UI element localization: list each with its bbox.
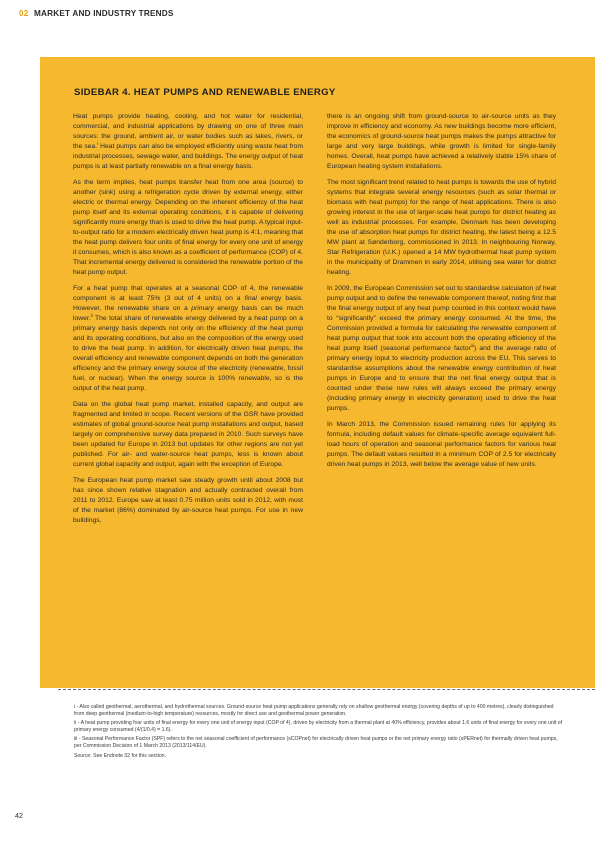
footnote: Source: See Endnote 32 for this section. bbox=[74, 752, 167, 759]
paragraph-text: Heat pumps provide heating, cooling, and hot water for residential, commercial, and industrial applications by drawing on one of three main sources: the ground, ambient air, or water bodies such as lakes, rivers, or the sea. bbox=[73, 113, 303, 150]
chapter-title: MARKET AND INDUSTRY TRENDS bbox=[34, 9, 174, 18]
footnotes bbox=[74, 704, 564, 762]
paragraph-text: energy basis. However, the renewable share on a bbox=[73, 295, 303, 312]
paragraph-text: The most significant trend related to heat pumps is towards the use of hybrid systems that integrate several energy resources (such as solar thermal or biomass with heat pumps) for the range of heat applications. There is also growing interest in the use of larger-scale heat pumps for district heating as well as industrial processes. For example, Denmark has been developing the use of absorption heat pumps for district heating, the latest being a 12.5 MW plant at Sønderborg, commissioned in 2013. In neighbouring Norway, Star Refrigeration (U.K.) opened a 14 MW hydrothermal heat pump system in the municipality of Drammen in early 2014, utilising sea water for district heating. bbox=[327, 179, 556, 276]
page-number: 42 bbox=[15, 811, 23, 820]
footnote: iii - Seasonal Performance Factor (SPF) refers to the net seasonal coefficient of performance (sCOPnet) for electrically driven heat pumps or the net primary energy ratio (sPERnet) for thermally driven heat pumps, per Commission Decision of 1 March 2013 (2013/114/EU). bbox=[74, 736, 558, 750]
paragraph bbox=[327, 420, 556, 470]
footnote-ref: ii bbox=[90, 312, 93, 318]
footnote-ref: i bbox=[97, 140, 99, 146]
footnote: ii - A heat pump providing four units of final energy for every one unit of energy input (COP of 4), driven by electricity from a thermal plant at 40% efficiency, provides about 1.6 units of final energy for every one unit of primary energy consumed (4/(1/0.4) = 1.6). bbox=[74, 720, 563, 734]
footnote: i - Also called geothermal, aerothermal, and hydrothermal sources. Ground-source heat pump applications generally rely on shallow geothermal energy (covering depths of up to 400 metres), clearly distinguished from deep geothermal (medium-to-high temperature) resources, mostly for direct use and geothermal power generation. bbox=[74, 704, 554, 717]
sidebar-left-column bbox=[73, 112, 303, 532]
paragraph-text: ) and the average ratio of primary energy input to electricity production across the EU. This serves to standardise assumptions about the renewable energy contribution of heat pumps in Europe and to ensure that the net final energy output that is counted under these new rules will always exceed the primary energy (including primary energy in electricity generation) used to drive the heat pumps. bbox=[327, 345, 556, 412]
paragraph-text: In 2009, the European Commission set out to standardise calculation of heat pump output and to define the renewable component thereof, noting first that the final energy output of any heat pump counted in this context would have to “significantly” exceed the primary energy consumed. At the time, the Commission provided a formula for calculating the renewable component of heat pump output that took into account both the operating efficiency of the heat pump itself (seasonal performance factor bbox=[327, 285, 556, 352]
footnote-ref: iii bbox=[470, 342, 474, 348]
paragraph bbox=[73, 112, 303, 172]
paragraph-text: The total share of renewable energy delivered by a heat pump on a primary energy basis depends not only on the efficiency of the heat pump and its operating conditions, but also on the composition of the energy used to drive the heat pump. In addition, for electrically driven heat pumps, the overall efficiency and renewable component depends on both the generation efficiency and the primary energy source of the electricity (renewable, fossil fuel, or nuclear). When the energy source is 100% renewable, so is the output of the heat pump. bbox=[73, 315, 303, 392]
paragraph-text: energy basis can be much lower. bbox=[73, 305, 303, 322]
paragraph bbox=[327, 112, 556, 172]
paragraph-text: For a heat pump that operates at a seasonal COP of 4, the renewable component is at least 75% (3 out of 4 units) on a bbox=[73, 285, 303, 302]
paragraph-text: Heat pumps can also be employed efficiently using waste heat from industrial processes, sewage water, and buildings. The energy output of heat pumps is at least partially renewable on a final energy basis. bbox=[73, 143, 303, 170]
paragraph bbox=[73, 178, 303, 278]
emphasis-text: primary bbox=[191, 305, 214, 312]
emphasis-text: final bbox=[244, 295, 257, 302]
dashed-divider bbox=[58, 689, 595, 690]
paragraph bbox=[73, 476, 303, 526]
paragraph-text: The European heat pump market saw steady growth until about 2008 but has since shown relative stagnation and actually contracted overall from 2011 to 2012. Europe saw at least 0.75 million units sold in 2012, with most of the market (86%) dominated by air-source heat pumps. For use in new buildings, bbox=[73, 477, 303, 524]
paragraph-text: In March 2013, the Commission issued remaining rules for applying its formula, including default values for climate-specific average equivalent full-load hours of operation and seasonal performance factors for various heat pumps. The default values resulted in a minimum COP of 2.5 for electrically driven heat pumps in 2013, well below the average value of new units. bbox=[327, 421, 556, 468]
paragraph bbox=[73, 284, 303, 394]
sidebar-right-column bbox=[327, 112, 556, 476]
chapter-number: 02 bbox=[19, 9, 29, 18]
section-header bbox=[19, 9, 174, 18]
paragraph bbox=[327, 178, 556, 278]
paragraph bbox=[73, 400, 303, 470]
paragraph-text: Data on the global heat pump market, installed capacity, and output are fragmented and limited in scope. Recent versions of the GSR have provided estimates of global ground-source heat pump installations and output, based largely on comprehensive survey data prepared in 2010. Such surveys have been updated for Europe in 2013 but updates for other regions are not yet published. For air- and water-source heat pumps, less is known about current global capacity and output, again with the exception of Europe. bbox=[73, 401, 303, 468]
sidebar-title: SIDEBAR 4. HEAT PUMPS AND RENEWABLE ENERGY bbox=[74, 87, 336, 98]
paragraph bbox=[327, 284, 556, 414]
paragraph-text: As the term implies, heat pumps transfer heat from one area (source) to another (sink) using a refrigeration cycle driven by external energy, either electric or thermal energy. Depending on the inherent efficiency of the heat pump itself and its external operating conditions, it is capable of delivering significantly more energy than is used to drive the heat pump. A typical input-to-output ratio for a modern electrically driven heat pump is 4:1, meaning that the heat pump delivers four units of final energy for every one unit of energy it consumes, which is also known as a coefficient of performance (COP) of 4. That incremental energy delivered is considered the renewable portion of the heat pump output. bbox=[73, 179, 303, 276]
paragraph-text: there is an ongoing shift from ground-source to air-source units as they improve in efficiency and economy. As new buildings become more efficient, the economics of ground-source heat pumps makes the pumps attractive for large and very large buildings, while growth is limited for single-family homes. Overall, heat pumps have achieved a relatively stable 15% share of European heating system installations. bbox=[327, 113, 556, 170]
